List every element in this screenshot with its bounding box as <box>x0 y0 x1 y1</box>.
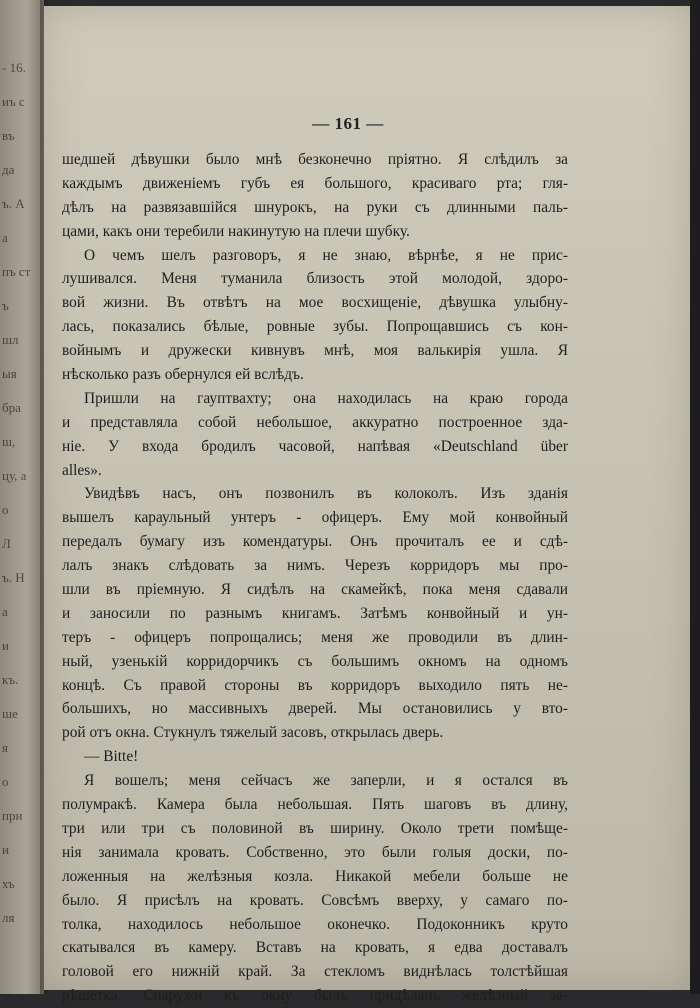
facing-page-fragment: - 16. <box>2 60 26 75</box>
text-line: Я вошелъ; меня сейчасъ же заперли, и я остался въ <box>84 772 568 790</box>
facing-page-fragment: ше <box>2 706 18 721</box>
facing-page-fragment: о <box>2 774 9 789</box>
text-line: передалъ бумагу изъ комендатуры. Онъ прочиталъ ее и сдѣ- <box>62 533 568 551</box>
text-line: Увидѣвъ насъ, онъ позвонилъ въ колоколъ. Изъ зданія <box>84 485 568 503</box>
text-line: ніе. У входа бродилъ часовой, напѣвая «Deutschland über <box>62 437 568 455</box>
facing-page-fragment: ш, <box>2 434 16 449</box>
facing-page-fragment: а <box>2 604 8 619</box>
book-page <box>44 6 690 1005</box>
facing-page-edge <box>0 0 44 994</box>
text-line: полумракѣ. Камера была небольшая. Пять шаговъ въ длину, <box>62 796 568 814</box>
facing-page-fragment: ъ <box>2 298 9 313</box>
text-line: дѣлъ на развязавшійся шнурокъ, на руки съ длинными паль- <box>62 198 568 216</box>
facing-page-fragment: при <box>2 808 23 823</box>
text-line: концѣ. Съ правой стороны въ корридоръ выходило пять не- <box>62 676 568 694</box>
text-line: рѣшетка. Снаружи къ окну былъ придѣланъ желѣзный за- <box>62 987 568 1005</box>
facing-page-fragment: а <box>2 230 8 245</box>
text-line: лалъ знакъ слѣдовать за нимъ. Черезъ корридоръ мы про- <box>62 557 568 575</box>
text-line: лась, показались бѣлые, ровные зубы. Попрощавшись съ кон- <box>62 318 568 336</box>
background-edge <box>690 0 700 994</box>
facing-page-fragment: бра <box>2 400 21 415</box>
facing-page-fragment: пъ ст <box>2 264 31 279</box>
text-line: шли въ пріемную. Я сидѣлъ на скамейкѣ, пока меня сдавали <box>62 581 568 599</box>
text-line: нѣсколько разъ обернулся ей вслѣдъ. <box>62 366 304 384</box>
facing-page-fragment: я <box>2 740 8 755</box>
text-line: было. Я присѣлъ на кровать. Совсѣмъ вверху, у самаго по- <box>62 891 568 909</box>
text-line: О чемъ шелъ разговоръ, я не знаю, вѣрнѣе, я не прис- <box>84 246 568 264</box>
text-line: — Bitte! <box>84 748 139 766</box>
facing-page-fragment: ъ. А <box>2 196 25 211</box>
text-line: теръ - офицеръ попрощались; меня же проводили въ длин- <box>62 628 568 646</box>
page-number: — 161 — <box>312 114 384 133</box>
text-line: ложенныя на желѣзныя козла. Никакой мебели больше не <box>62 867 568 885</box>
facing-page-fragment: о <box>2 502 9 517</box>
text-line: Пришли на гауптвахту; она находилась на краю города <box>84 389 568 407</box>
text-line: вой жизни. Въ отвѣтъ на мое восхищеніе, дѣвушка улыбну- <box>62 294 568 312</box>
facing-page-fragment: цу, а <box>2 468 27 483</box>
text-line: ный, узенькій корридорчикъ съ большимъ окномъ на одномъ <box>62 652 568 670</box>
text-line: лушивался. Меня туманила близость этой молодой, здоро- <box>62 270 568 288</box>
text-line: войнымъ и дружески кивнувъ мнѣ, моя валькирія ушла. Я <box>62 342 568 360</box>
text-line: три или три съ половиной въ ширину. Около трети помѣще- <box>62 819 568 837</box>
facing-page-fragment: въ <box>2 128 15 143</box>
text-line: скатывался въ камеру. Вставъ на кровать, я едва доставалъ <box>62 939 568 957</box>
facing-page-fragment: ыя <box>2 366 17 381</box>
facing-page-fragment: хъ <box>2 876 15 891</box>
facing-page-fragment: Л <box>2 536 11 551</box>
facing-page-fragment: шл <box>2 332 19 347</box>
facing-page-fragment: ъ. Н <box>2 570 25 585</box>
text-line: и представляла собой небольшое, аккуратно построенное зда- <box>62 413 568 431</box>
text-line: нія занимала кровать. Собственно, это были голыя доски, по- <box>62 843 568 861</box>
text-line: толка, находилось небольшое оконечко. Подоконникъ круто <box>62 915 568 933</box>
text-line: шедшей дѣвушки было мнѣ безконечно пріятно. Я слѣдилъ за <box>62 151 568 168</box>
text-line: цами, какъ они теребили накинутую на плечи шубку. <box>62 222 410 240</box>
text-line: рой отъ окна. Стукнулъ тяжелый засовъ, открылась дверь. <box>62 724 444 742</box>
text-line: и заносили по разнымъ книгамъ. Затѣмъ конвойный и ун- <box>62 604 568 622</box>
text-line: вышелъ караульный унтеръ - офицеръ. Ему мой конвойный <box>62 509 568 527</box>
page-body <box>62 148 568 1008</box>
facing-page-fragment: да <box>2 162 15 177</box>
text-line: головой его нижній край. За стекломъ виднѣлась толстѣйшая <box>62 963 568 981</box>
facing-page-fragment: ля <box>2 910 15 925</box>
facing-page-fragment: и <box>2 842 9 857</box>
text-line: alles». <box>62 461 102 479</box>
facing-page-fragment: къ. <box>2 672 19 687</box>
facing-page-fragment: и <box>2 638 9 653</box>
text-line: большихъ, но массивныхъ дверей. Мы остановились у вто- <box>62 700 568 718</box>
facing-page-fragment: иъ с <box>2 94 25 109</box>
text-line: каждымъ движеніемъ губъ ея большого, красиваго рта; гля- <box>62 174 568 192</box>
